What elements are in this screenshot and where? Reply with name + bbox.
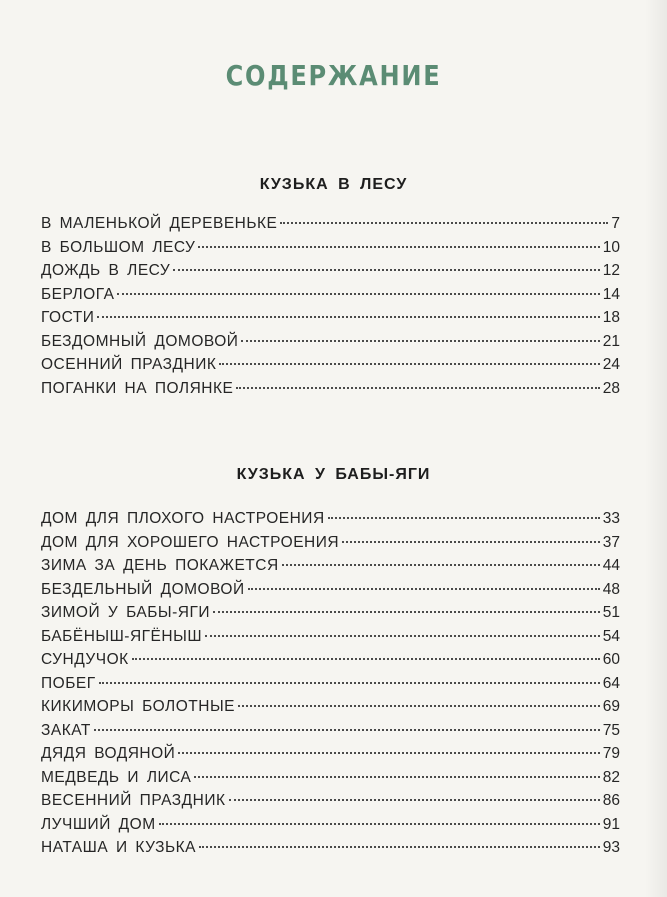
toc-entry-page: 10 xyxy=(602,238,620,256)
dot-leader xyxy=(117,293,599,295)
toc-entry[interactable] xyxy=(41,215,620,239)
toc-entry[interactable] xyxy=(41,356,620,380)
toc-entry[interactable] xyxy=(41,722,620,746)
toc-entry[interactable] xyxy=(41,769,620,793)
toc-entry[interactable] xyxy=(41,792,620,816)
toc-entry-page: 64 xyxy=(602,674,620,692)
dot-leader xyxy=(97,316,599,318)
toc-entry-page: 33 xyxy=(602,510,620,527)
toc-entry[interactable] xyxy=(41,839,620,863)
dot-leader xyxy=(229,799,600,801)
toc-entry-title: БАБЁНЫШ-ЯГЁНЫШ xyxy=(41,627,203,645)
toc-entry-page: 28 xyxy=(602,379,620,397)
dot-leader xyxy=(132,658,600,660)
toc-entry-page: 93 xyxy=(602,839,620,856)
toc-entry-page: 54 xyxy=(602,627,620,645)
dot-leader xyxy=(328,517,600,519)
toc-entry-title: МЕДВЕДЬ И ЛИСА xyxy=(41,768,192,786)
toc-entry-title: ЗИМА ЗА ДЕНЬ ПОКАЖЕТСЯ xyxy=(41,557,279,574)
toc-entry-title: В МАЛЕНЬКОЙ ДЕРЕВЕНЬКЕ xyxy=(41,215,278,232)
toc-entry[interactable] xyxy=(41,628,620,652)
dot-leader xyxy=(238,705,600,707)
section-heading-kuzka-v-lesu: КУЗЬКА В ЛЕСУ xyxy=(259,176,408,193)
dot-leader xyxy=(198,246,599,248)
toc-entry-title: ОСЕННИЙ ПРАЗДНИК xyxy=(41,356,217,373)
toc-entry-page: 44 xyxy=(602,557,620,574)
toc-entry-title: ДОМ ДЛЯ ПЛОХОГО НАСТРОЕНИЯ xyxy=(41,510,325,527)
toc-entry-title: ЗИМОЙ У БАБЫ-ЯГИ xyxy=(41,604,211,621)
toc-entry-title: БЕРЛОГА xyxy=(41,285,115,303)
toc-entry-title: ПОБЕГ xyxy=(41,674,96,692)
dot-leader xyxy=(99,682,600,684)
dot-leader xyxy=(282,564,600,566)
toc-entry-title: ЗАКАТ xyxy=(41,721,91,739)
dot-leader xyxy=(236,387,599,389)
dot-leader xyxy=(159,823,600,825)
toc-entry-page: 37 xyxy=(602,533,620,551)
toc-entry-title: ГОСТИ xyxy=(41,309,95,326)
toc-list-section-2 xyxy=(41,510,620,863)
toc-entry-page: 60 xyxy=(602,651,620,668)
toc-list-section-1 xyxy=(41,215,620,403)
toc-entry[interactable] xyxy=(41,745,620,769)
toc-entry-page: 91 xyxy=(602,815,620,833)
toc-entry[interactable] xyxy=(41,309,620,333)
toc-entry[interactable] xyxy=(41,534,620,558)
dot-leader xyxy=(280,222,608,224)
toc-entry[interactable] xyxy=(41,262,620,286)
toc-entry-page: 75 xyxy=(602,721,620,739)
toc-entry-page: 24 xyxy=(602,356,620,373)
toc-entry[interactable] xyxy=(41,557,620,581)
toc-entry-title: ЛУЧШИЙ ДОМ xyxy=(41,815,156,833)
toc-entry[interactable] xyxy=(41,581,620,605)
toc-entry-page: 69 xyxy=(602,698,620,715)
toc-entry-page: 51 xyxy=(602,604,620,621)
dot-leader xyxy=(178,752,599,754)
toc-entry-page: 12 xyxy=(602,262,620,279)
toc-entry-page: 48 xyxy=(602,580,620,598)
toc-entry-page: 21 xyxy=(602,332,620,350)
toc-entry[interactable] xyxy=(41,604,620,628)
toc-entry-page: 86 xyxy=(602,792,620,809)
dot-leader xyxy=(205,635,600,637)
toc-entry-title: БЕЗДЕЛЬНЫЙ ДОМОВОЙ xyxy=(41,580,245,598)
toc-entry-page: 18 xyxy=(602,309,620,326)
page-title: СОДЕРЖАНИЕ xyxy=(225,59,442,92)
toc-entry[interactable] xyxy=(41,510,620,534)
dot-leader xyxy=(94,729,600,731)
toc-entry-title: НАТАША И КУЗЬКА xyxy=(41,839,197,856)
toc-entry[interactable] xyxy=(41,380,620,404)
dot-leader xyxy=(248,588,600,590)
toc-entry-title: БЕЗДОМНЫЙ ДОМОВОЙ xyxy=(41,332,239,350)
dot-leader xyxy=(194,776,599,778)
toc-entry-title: СУНДУЧОК xyxy=(41,651,129,668)
toc-entry-title: ВЕСЕННИЙ ПРАЗДНИК xyxy=(41,792,226,809)
toc-entry-title: В БОЛЬШОМ ЛЕСУ xyxy=(41,238,196,256)
toc-entry[interactable] xyxy=(41,239,620,263)
toc-entry[interactable] xyxy=(41,333,620,357)
toc-entry-title: КИКИМОРЫ БОЛОТНЫЕ xyxy=(41,698,236,715)
dot-leader xyxy=(342,541,600,543)
dot-leader xyxy=(199,846,600,848)
toc-entry-page: 82 xyxy=(602,768,620,786)
page-edge-shadow xyxy=(645,0,667,897)
toc-entry[interactable] xyxy=(41,286,620,310)
toc-entry[interactable] xyxy=(41,651,620,675)
toc-entry-page: 14 xyxy=(602,285,620,303)
toc-entry[interactable] xyxy=(41,698,620,722)
toc-entry-title: ДОЖДЬ В ЛЕСУ xyxy=(41,262,171,279)
toc-entry-title: ДОМ ДЛЯ ХОРОШЕГО НАСТРОЕНИЯ xyxy=(41,533,340,551)
section-heading-kuzka-u-baby-yagi: КУЗЬКА У БАБЫ-ЯГИ xyxy=(236,466,431,483)
dot-leader xyxy=(241,340,599,342)
dot-leader xyxy=(219,363,599,365)
toc-entry[interactable] xyxy=(41,675,620,699)
dot-leader xyxy=(173,269,600,271)
dot-leader xyxy=(213,611,600,613)
toc-entry-page: 79 xyxy=(602,745,620,762)
toc-entry-page: 7 xyxy=(611,215,620,232)
toc-entry[interactable] xyxy=(41,816,620,840)
toc-entry-title: ПОГАНКИ НА ПОЛЯНКЕ xyxy=(41,379,234,397)
toc-entry-title: ДЯДЯ ВОДЯНОЙ xyxy=(41,745,176,762)
